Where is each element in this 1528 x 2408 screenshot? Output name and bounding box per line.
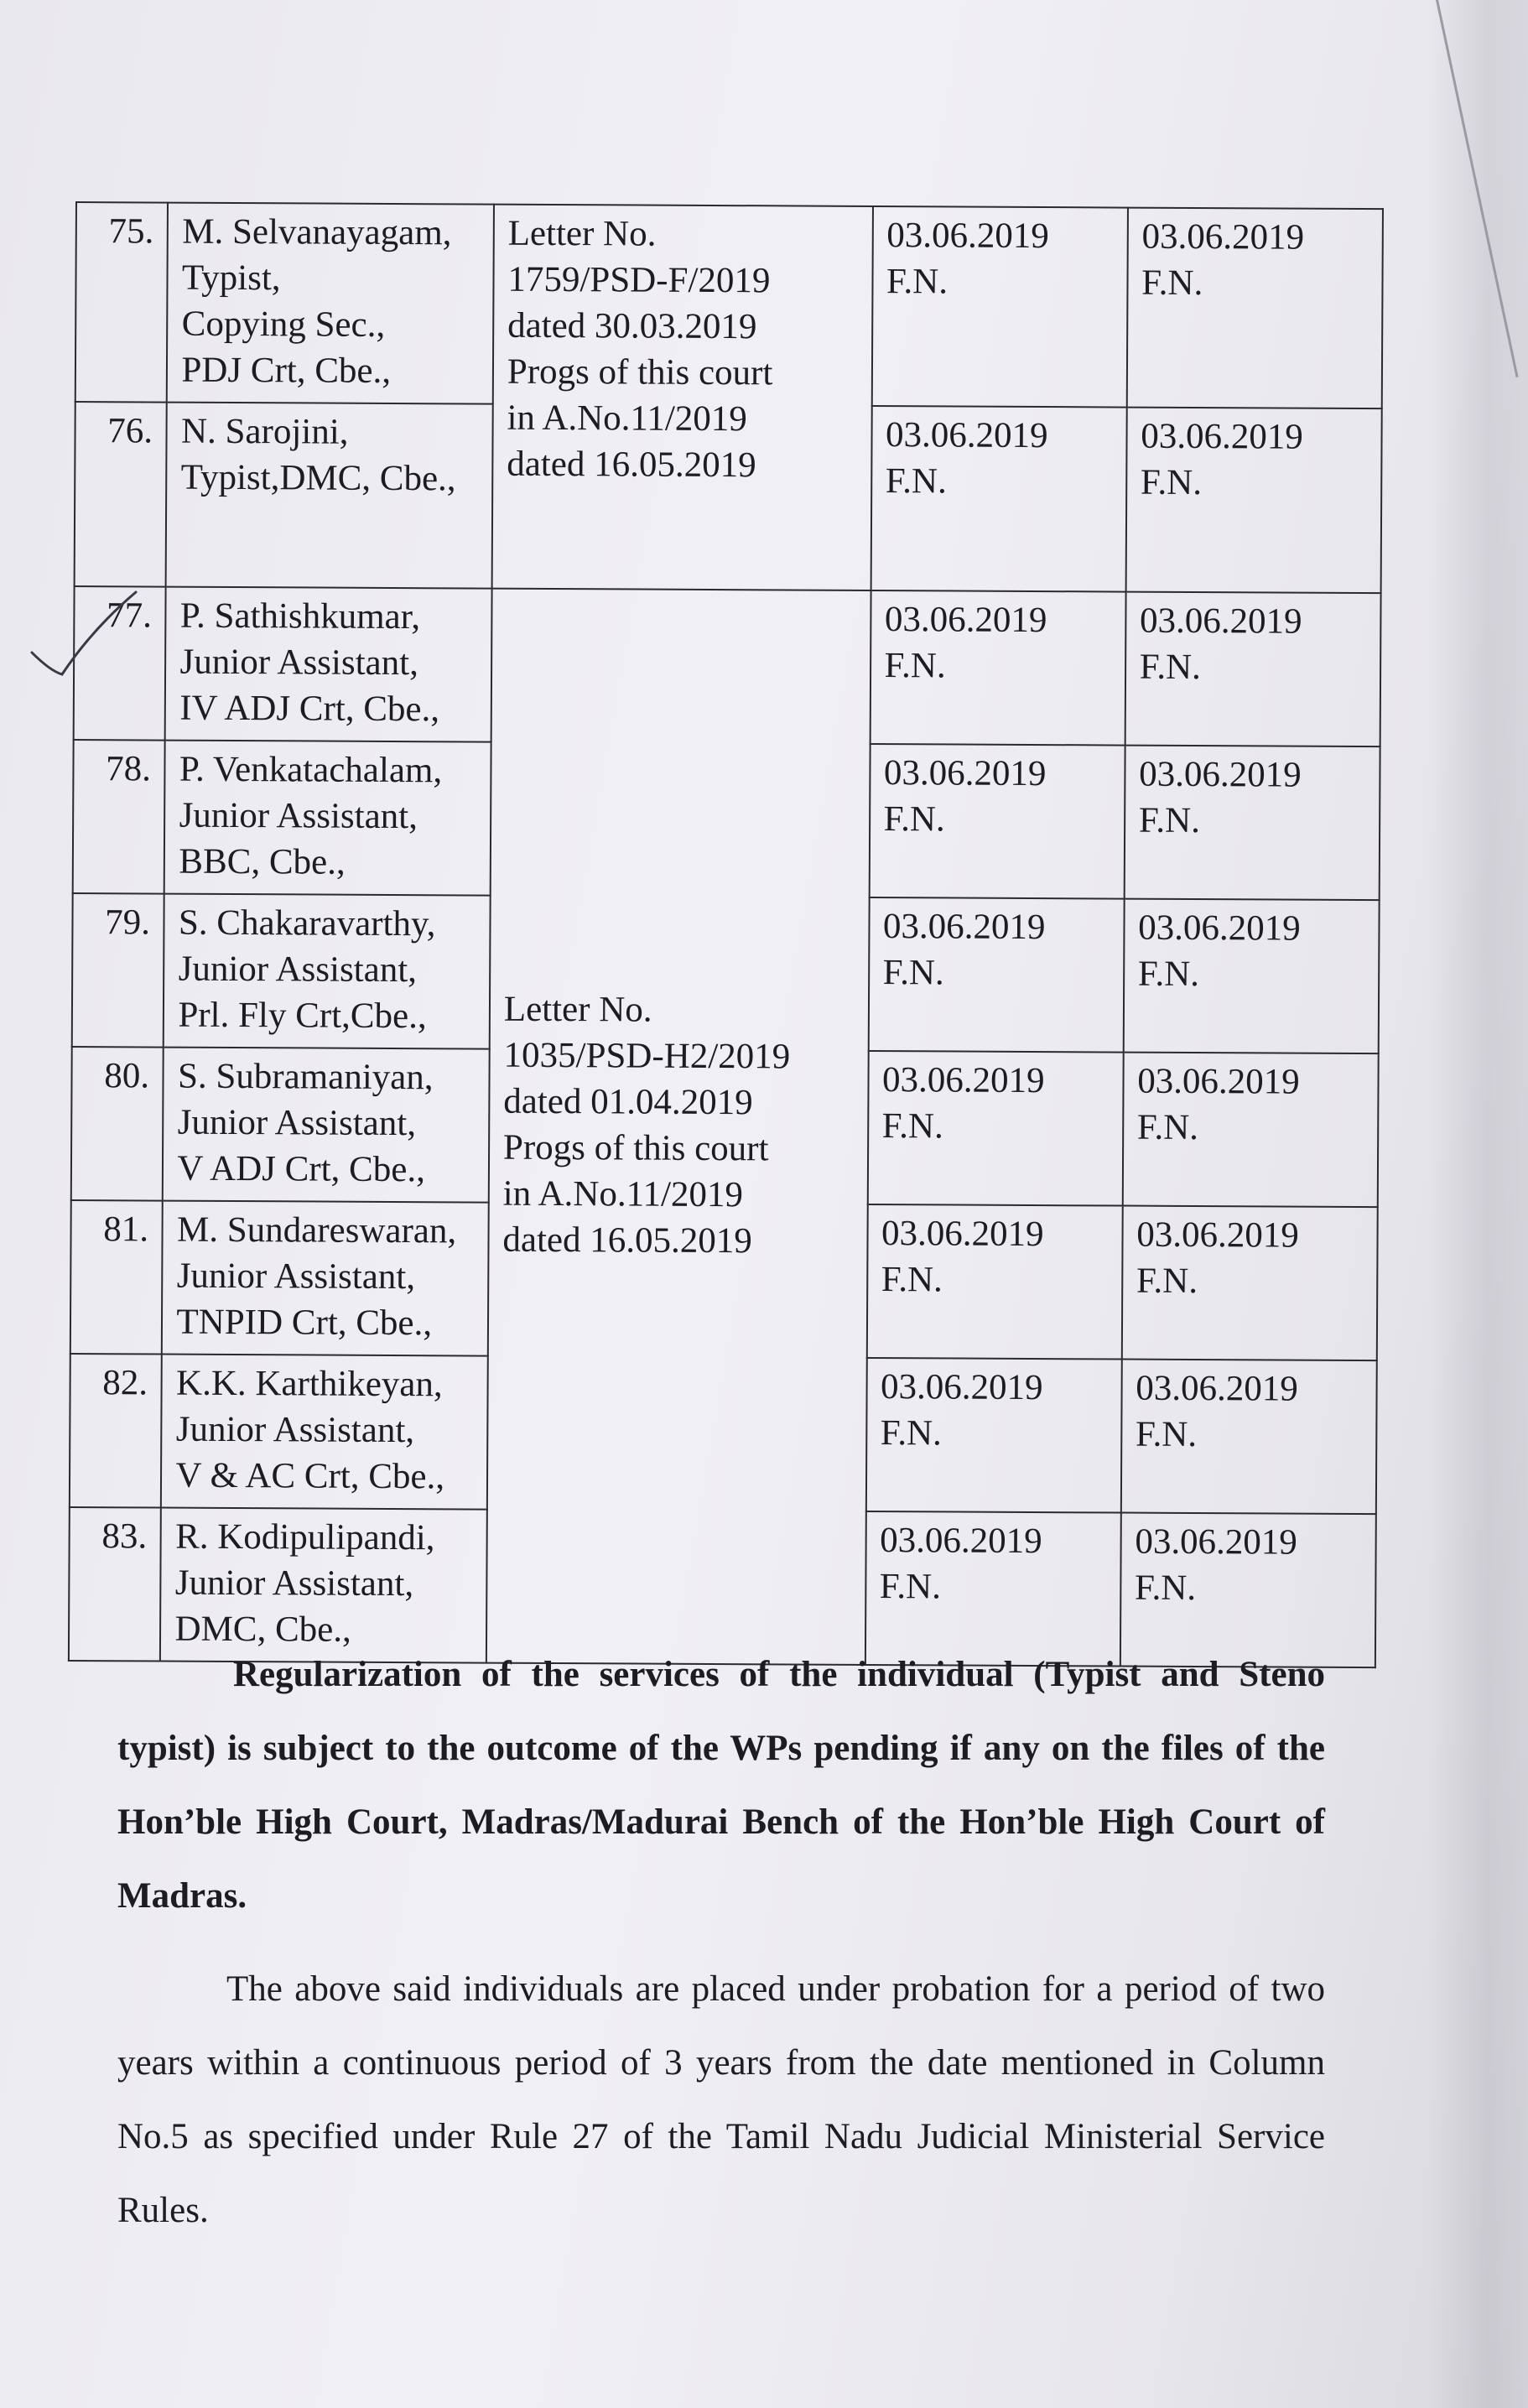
order-line: 1759/PSD-F/2019 xyxy=(507,259,771,301)
date-value: 03.06.2019 xyxy=(881,1060,1045,1101)
date-value: 03.06.2019 xyxy=(1141,216,1305,257)
order-line: in A.No.11/2019 xyxy=(507,398,747,439)
appointment-table xyxy=(68,201,1384,1668)
employee-details xyxy=(167,203,494,404)
date-column-5 xyxy=(1125,408,1381,594)
date-value: 03.06.2019 xyxy=(884,600,1047,641)
session-value: F.N. xyxy=(879,1567,942,1607)
date-value: 03.06.2019 xyxy=(1140,601,1302,642)
order-reference xyxy=(486,589,871,1665)
employee-details xyxy=(162,1201,488,1356)
row-number: 79. xyxy=(72,893,164,1048)
employee-designation: Junior Assistant, xyxy=(174,1563,414,1604)
session-value: F.N. xyxy=(881,1260,943,1300)
session-value: F.N. xyxy=(885,461,947,502)
date-column-4 xyxy=(867,1051,1123,1206)
order-line: dated 16.05.2019 xyxy=(507,444,756,486)
employee-court: DMC, Cbe., xyxy=(174,1609,351,1650)
row-number: 76. xyxy=(75,402,168,587)
session-value: F.N. xyxy=(1141,263,1203,304)
employee-designation: Junior Assistant, xyxy=(179,795,418,837)
date-column-5 xyxy=(1121,1360,1377,1515)
row-number: 78. xyxy=(73,740,165,894)
employee-designation: Typist,DMC, Cbe., xyxy=(180,457,456,499)
date-column-5 xyxy=(1122,1206,1378,1361)
session-value: F.N. xyxy=(881,1106,943,1147)
session-value: F.N. xyxy=(1136,1107,1199,1148)
date-column-4 xyxy=(868,897,1124,1053)
session-value: F.N. xyxy=(880,1413,942,1454)
employee-court: PDJ Crt, Cbe., xyxy=(181,350,392,391)
date-value: 03.06.2019 xyxy=(1141,416,1303,457)
session-value: F.N. xyxy=(882,953,944,993)
employee-name: K.K. Karthikeyan, xyxy=(175,1363,443,1405)
date-value: 03.06.2019 xyxy=(1136,1368,1298,1409)
employee-designation: Junior Assistant, xyxy=(179,642,419,684)
session-value: F.N. xyxy=(1137,954,1200,995)
date-column-4 xyxy=(865,1358,1121,1513)
row-number: 77. xyxy=(74,586,166,741)
session-value: F.N. xyxy=(884,646,946,686)
order-reference xyxy=(491,205,872,590)
date-column-5 xyxy=(1122,1053,1378,1208)
regularization-note: Regularization of the services of the individual (Typist and Steno typist) is subject to the outcome of the WPs pending if any on the files of the Hon’ble High Court, Madras/Madurai Bench of the Hon’ble High Court of Madras. xyxy=(117,1655,1325,1916)
session-value: F.N. xyxy=(1140,462,1203,503)
date-value: 03.06.2019 xyxy=(1139,754,1302,795)
employee-name: R. Kodipulipandi, xyxy=(175,1516,435,1558)
date-value: 03.06.2019 xyxy=(1135,1521,1298,1563)
order-line: dated 01.04.2019 xyxy=(503,1081,753,1122)
row-number: 75. xyxy=(75,202,169,403)
employee-details xyxy=(164,894,490,1049)
employee-name: P. Venkatachalam, xyxy=(179,749,443,791)
session-value: F.N. xyxy=(1139,647,1201,688)
session-value: F.N. xyxy=(1138,800,1201,841)
employee-court: BBC, Cbe., xyxy=(179,841,346,882)
date-value: 03.06.2019 xyxy=(1136,1214,1299,1256)
employee-name: S. Subramaniyan, xyxy=(177,1056,434,1098)
employee-details xyxy=(164,741,491,896)
date-value: 03.06.2019 xyxy=(880,1521,1042,1562)
order-line: Letter No. xyxy=(507,213,657,254)
table-body xyxy=(69,202,1383,1667)
order-line: dated 16.05.2019 xyxy=(502,1220,752,1261)
order-line: in A.No.11/2019 xyxy=(502,1173,744,1214)
row-number: 83. xyxy=(69,1507,161,1662)
date-column-4 xyxy=(866,1204,1122,1360)
employee-court: V & AC Crt, Cbe., xyxy=(175,1455,445,1497)
date-value: 03.06.2019 xyxy=(883,753,1047,794)
session-value: F.N. xyxy=(886,262,949,302)
date-column-5 xyxy=(1124,746,1380,901)
order-line: Progs of this court xyxy=(502,1127,769,1168)
order-line: Letter No. xyxy=(503,989,652,1030)
date-column-5 xyxy=(1125,592,1380,747)
employee-name: P. Sathishkumar, xyxy=(179,595,421,637)
employee-court: Prl. Fly Crt,Cbe., xyxy=(178,995,427,1037)
date-value: 03.06.2019 xyxy=(885,415,1048,456)
employee-designation: Junior Assistant, xyxy=(175,1409,415,1451)
order-line: 1035/PSD-H2/2019 xyxy=(503,1035,791,1076)
employee-name: M. Sundareswaran, xyxy=(176,1209,457,1251)
check-mark-icon xyxy=(25,587,143,679)
row-number: 81. xyxy=(70,1200,163,1355)
employee-name: M. Selvanayagam, xyxy=(182,211,452,253)
employee-designation: Junior Assistant, xyxy=(178,949,418,991)
date-column-4 xyxy=(871,206,1127,408)
employee-section: Copying Sec., xyxy=(181,304,386,345)
date-column-4 xyxy=(870,590,1125,746)
date-value: 03.06.2019 xyxy=(1137,1061,1300,1102)
session-value: F.N. xyxy=(883,799,945,840)
date-value: 03.06.2019 xyxy=(882,907,1046,948)
order-line: dated 30.03.2019 xyxy=(507,305,757,347)
row-number: 82. xyxy=(70,1354,162,1508)
employee-designation: Typist, xyxy=(181,257,281,299)
date-column-4 xyxy=(869,744,1125,899)
date-column-4 xyxy=(871,406,1126,592)
table-row xyxy=(74,586,1381,746)
row-number: 80. xyxy=(71,1047,164,1201)
employee-designation: Junior Assistant, xyxy=(176,1256,416,1298)
probation-note: The above said individuals are placed under probation for a period of two years within a continuous period of 3 years from the date mentioned in Column No.5 as specified under Rule 27 of the Tamil Nadu Judicial Ministerial Service Rules. xyxy=(117,1969,1325,2230)
employee-details xyxy=(163,1048,489,1203)
date-value: 03.06.2019 xyxy=(881,1367,1043,1408)
employee-court: IV ADJ Crt, Cbe., xyxy=(179,688,440,730)
date-column-5 xyxy=(1126,208,1383,409)
employee-court: V ADJ Crt, Cbe., xyxy=(177,1148,426,1190)
employee-name: N. Sarojini, xyxy=(180,411,349,452)
employee-designation: Junior Assistant, xyxy=(177,1102,417,1144)
employee-details xyxy=(166,403,493,589)
session-value: F.N. xyxy=(1134,1568,1197,1609)
date-value: 03.06.2019 xyxy=(1138,908,1301,949)
employee-name: S. Chakaravarthy, xyxy=(178,902,436,944)
date-value: 03.06.2019 xyxy=(886,216,1049,257)
session-value: F.N. xyxy=(1135,1414,1198,1455)
order-line: Progs of this court xyxy=(507,351,773,393)
employee-details xyxy=(165,587,491,742)
employee-court: TNPID Crt, Cbe., xyxy=(176,1302,433,1344)
employee-details xyxy=(161,1355,487,1510)
date-column-5 xyxy=(1123,899,1379,1054)
session-value: F.N. xyxy=(1136,1261,1198,1302)
table-row xyxy=(75,202,1383,408)
date-value: 03.06.2019 xyxy=(881,1214,1044,1255)
